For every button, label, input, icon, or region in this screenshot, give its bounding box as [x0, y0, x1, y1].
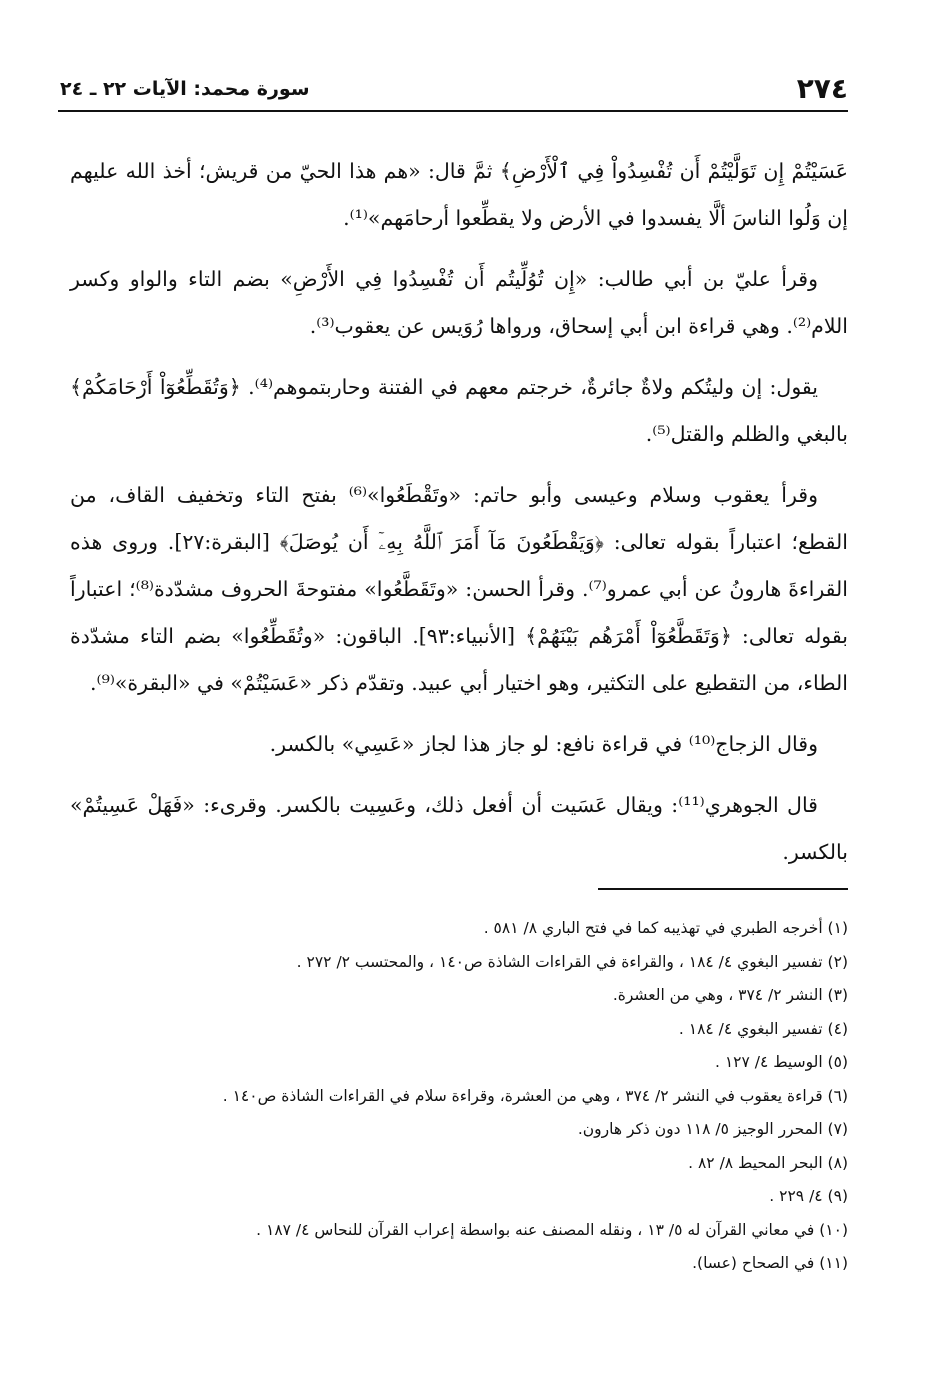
footnote: (٩) ٤/ ٢٢٩ .	[769, 1187, 848, 1205]
paragraph: يقول: إن وليتُكم ولاةٌ جائرةٌ، خرجتم معهم في الفتنة وحاربتموهم⁽⁴⁾. ﴿وَتُقَطِّعُوٓاْ أَرْحَامَكُمْ﴾ بالبغي والظلم والقتل⁽⁵⁾.	[70, 375, 848, 446]
footnote: (١٠) في معاني القرآن له ٥/ ١٣ ، ونقله المصنف عنه بواسطة إعراب القرآن للنحاس ٤/ ١٨٧ .	[256, 1220, 848, 1239]
paragraph: وقرأ عليّ بن أبي طالب: «إِن تُوُلِّيتُم أَن تُفْسِدُوا فِي الأَرْضِ» بضم التاء والواو وكسر اللام⁽²⁾. وهي قراءة ابن أبي إسحاق، ورواها رُوَيس عن يعقوب⁽³⁾.	[70, 267, 848, 338]
footnote: (٨) البحر المحيط ٨/ ٨٢ .	[688, 1153, 848, 1172]
page-header	[60, 72, 848, 106]
footnote: (٤) تفسير البغوي ٤/ ١٨٤ .	[678, 1019, 848, 1038]
footnotes	[80, 912, 848, 1281]
footnote: (٦) قراءة يعقوب في النشر ٢/ ٣٧٤ ، وهي من العشرة، وقراءة سلام في القراءات الشاذة ص١٤٠ .	[222, 1086, 848, 1105]
paragraph: وقال الزجاج⁽¹⁰⁾ في قراءة نافع: لو جاز هذا لجاز «عَسِي» بالكسر.	[269, 732, 818, 756]
main-text	[70, 148, 848, 890]
footnote: (٥) الوسيط ٤/ ١٢٧ .	[714, 1053, 848, 1071]
running-title: سورة محمد: الآيات ٢٢ ـ ٢٤	[60, 78, 310, 100]
footnote: (٣) النشر ٢/ ٣٧٤ ، وهي من العشرة.	[612, 986, 848, 1004]
page-number: ٢٧٤	[796, 72, 848, 105]
footnote: (١) أخرجه الطبري في تهذيبه كما في فتح الباري ٨/ ٥٨١ .	[483, 919, 848, 937]
paragraph: قال الجوهري⁽¹¹⁾: ويقال عَسَيت أن أفعل ذلك، وعَسِيت بالكسر. وقرىء: «فَهَلْ عَسِيتُمْ» بالكسر.	[70, 793, 848, 864]
footnote: (١١) في الصحاح (عسا).	[692, 1254, 848, 1272]
paragraph: وقرأ يعقوب وسلام وعيسى وأبو حاتم: «وتَقْطَعُوا»⁽⁶⁾ بفتح التاء وتخفيف القاف، من القطع؛ اعتباراً بقوله تعالى: ﴿وَيَقْطَعُونَ مَآ أَمَرَ ٱللَّهُ بِهِۦٓ أَن يُوصَلَ﴾ [البقرة:٢٧]. وروى هذه القراءةَ هارونُ عن أبي عمرو⁽⁷⁾. وقرأ الحسن: «وتَقَطَّعُوا» مفتوحةَ الحروف مشدّدة⁽⁸⁾؛ اعتباراً بقوله تعالى: ﴿وَتَقَطَّعُوٓاْ أَمْرَهُم بَيْنَهُمْ﴾ [الأنبياء:٩٣]. الباقون: «وتُقَطِّعُوا» بضم التاء مشدّدة الطاء، من التقطيع على التكثير، وهو اختيار أبي عبيد. وتقدّم ذكر «عَسَيْتُمْ» في «البقرة»⁽⁹⁾.	[70, 483, 848, 695]
footnote: (٧) المحرر الوجيز ٥/ ١١٨ دون ذكر هارون.	[577, 1120, 848, 1138]
footnote-divider	[598, 888, 848, 890]
footnote: (٢) تفسير البغوي ٤/ ١٨٤ ، والقراءة في القراءات الشاذة ص١٤٠ ، والمحتسب ٢/ ٢٧٢ .	[296, 952, 848, 971]
paragraph: عَسَيْتُمْ إِن تَوَلَّيْتُمْ أَن تُفْسِدُواْ فِي ٱلْأَرْضِ﴾ ثمَّ قال: «هم هذا الحيّ من قريش؛ أخذ الله عليهم إن وَلُوا الناسَ ألَّا يفسدوا في الأرض ولا يقطِّعوا أرحامَهم»⁽¹⁾.	[70, 159, 848, 230]
header-divider	[58, 110, 848, 112]
